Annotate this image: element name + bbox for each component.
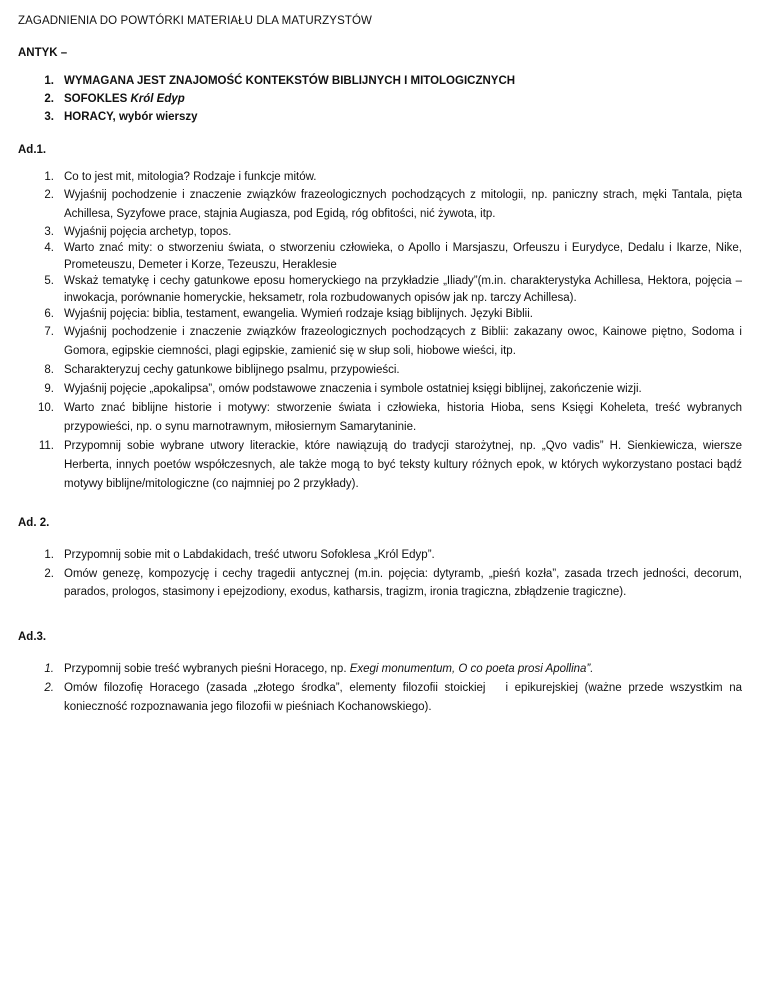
ad2-heading: Ad. 2. — [18, 517, 50, 529]
list-item: 2. Omów genezę, kompozycję i cechy tragedii antycznej (m.in. pojęcia: dytyramb, „pieśń kozła”, zasada trzech jedności, decorum, parados, prologos, stasimony i epejzodiony, exodus, katharsis, tragizm, ironia tragiczna, zbłądzenie tragiczne). — [44, 567, 742, 598]
ad2-list — [30, 546, 742, 602]
list-item: 2. SOFOKLES Król Edyp — [44, 93, 185, 105]
list-item: 3. Wyjaśnij pojęcia archetyp, topos. — [44, 225, 232, 238]
list-item: 2. Wyjaśnij pochodzenie i znaczenie związków frazeologicznych pochodzących z mitologii, np. paniczny strach, męki Tantala, pięta Achillesa, Syzyfowe prace, stajnia Augiasza, pod Egidą, róg obfitości, nić żywota, itp. — [44, 188, 742, 220]
list-item: 3. HORACY, wybór wierszy — [44, 111, 198, 123]
document-title: ZAGADNIENIA DO POWTÓRKI MATERIAŁU DLA MATURZYSTÓW — [18, 15, 372, 27]
list-item: 7. Wyjaśnij pochodzenie i znaczenie związków frazeologicznych pochodzących z Biblii: zakazany owoc, Kainowe piętno, Sodoma i Gomora, egipskie ciemności, plagi egipskie, zamienić się w słup soli, hiobowe wieści, itp. — [44, 325, 742, 357]
list-item: 11. Przypomnij sobie wybrane utwory literackie, które nawiązują do tradycji starożytnej, np. „Qvo vadis” H. Sienkiewicza, wiersze Herberta, innych poetów współczesnych, ale także mogą to być teksty kultury różnych epok, w których wykorzystano postaci bądź motywy biblijne/mitologiczne (co najmniej po 2 przykłady). — [38, 439, 742, 490]
main-topics-list — [30, 72, 742, 126]
ad1-list — [30, 169, 742, 494]
list-item: 6. Wyjaśnij pojęcia: biblia, testament, ewangelia. Wymień rodzaje ksiąg biblijnych. Języki Biblii. — [44, 308, 533, 320]
list-item: 9. Wyjaśnij pojęcie „apokalipsa”, omów podstawowe znaczenia i symbole ostatniej księgi biblijnej, zakończenie wizji. — [44, 382, 642, 395]
list-item: 1. Przypomnij sobie treść wybranych pieśni Horacego, np. Exegi monumentum, O co poeta prosi Apollina”. — [44, 663, 594, 675]
list-item: 4. Warto znać mity: o stworzeniu świata, o stworzeniu człowieka, o Apollo i Marsjaszu, Orfeuszu i Eurydyce, Dedalu i Ikarze, Nike, Prometeuszu, Demeter i Korze, Tezeuszu, Heraklesie — [44, 242, 742, 271]
list-item: 1. Przypomnij sobie mit o Labdakidach, treść utworu Sofoklesa „Król Edyp”. — [44, 549, 435, 561]
ad3-heading: Ad.3. — [18, 631, 47, 643]
list-item: 1. Co to jest mit, mitologia? Rodzaje i funkcje mitów. — [44, 171, 317, 183]
list-item: 5. Wskaż tematykę i cechy gatunkowe eposu homeryckiego na przykładzie „Iliady”(m.in. charakterystyka Achillesa, Hektora, pojęcia – inwokacja, porównanie homeryckie, heksametr, rola rozbudowanych opisów jak np. tarczy Achillesa). — [44, 275, 742, 304]
list-item: 8. Scharakteryzuj cechy gatunkowe biblijnego psalmu, przypowieści. — [44, 363, 400, 376]
ad1-heading: Ad.1. — [18, 144, 47, 156]
section-heading-antyk: ANTYK – — [18, 47, 68, 59]
list-item: 1. WYMAGANA JEST ZNAJOMOŚĆ KONTEKSTÓW BIBLIJNYCH I MITOLOGICZNYCH — [44, 75, 516, 87]
ad3-list — [30, 660, 746, 717]
list-item: 2. Omów filozofię Horacego (zasada „złotego środka”, elementy filozofii stoickiej i epikurejskiej (ważne przede wszystkim na konieczność rozpoznawania jego filozofii w pieśniach Kochanowskiego). — [44, 682, 746, 713]
list-item: 10. Warto znać biblijne historie i motywy: stworzenie świata i człowieka, historia Hioba, sens Księgi Koheleta, treść wybranych przypowieści, np. o synu marnotrawnym, miłosiernym Samarytaninie. — [38, 401, 742, 433]
